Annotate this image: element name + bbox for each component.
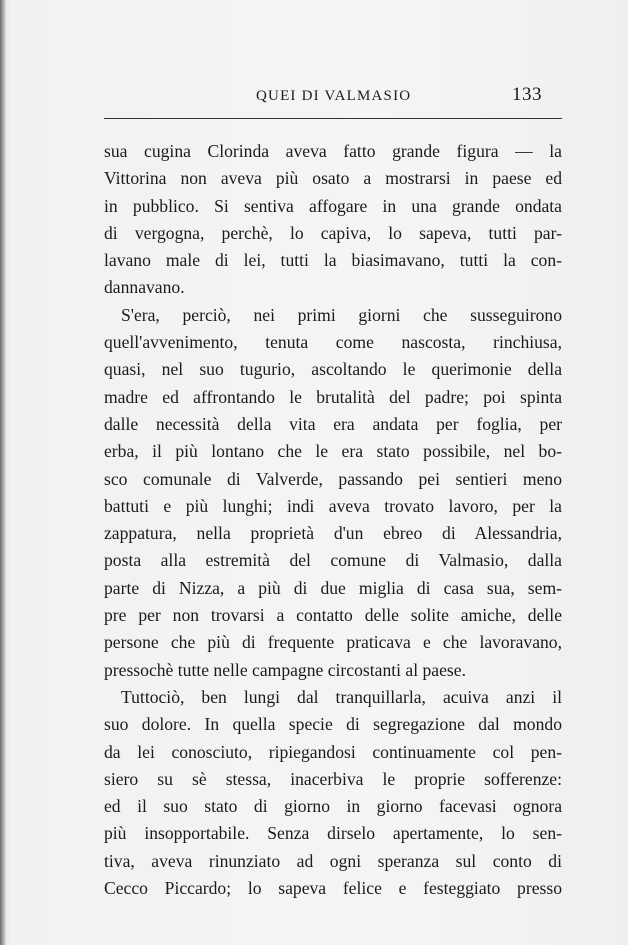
text-line: di vergogna, perchè, lo capiva, lo sapeva, tutti par-	[104, 222, 562, 243]
text-line: pre per non trovarsi a contatto delle solite amiche, delle	[104, 605, 562, 626]
page-number: 133	[512, 84, 542, 105]
text-line: Tuttociò, ben lungi dal tranquillarla, acuiva anzi il	[121, 686, 562, 707]
text-line: persone che più di frequente praticava e che lavoravano,	[104, 632, 562, 653]
text-line: siero su sè stessa, inacerbiva le proprie sofferenze:	[104, 768, 562, 789]
text-line: quell'avvenimento, tenuta come nascosta, rinchiusa,	[104, 332, 562, 353]
header-rule	[104, 118, 562, 119]
text-line: madre ed affrontando le brutalità del padre; poi spinta	[104, 386, 562, 407]
running-head	[104, 84, 564, 108]
binding-edge	[0, 0, 6, 945]
text-line: in pubblico. Si sentiva affogare in una grande ondata	[104, 195, 562, 216]
text-line: Cecco Piccardo; lo sapeva felice e festeggiato presso	[104, 878, 562, 899]
text-line: più insopportabile. Senza dirselo apertamente, lo sen-	[104, 823, 562, 844]
running-title: QUEI DI VALMASIO	[256, 88, 412, 104]
text-line: quasi, nel suo tugurio, ascoltando le querimonie della	[104, 359, 562, 380]
text-line: erba, il più lontano che le era stato possibile, nel bo-	[104, 441, 562, 462]
text-line: S'era, perciò, nei primi giorni che susseguirono	[121, 304, 562, 325]
text-line: Vittorina non aveva più osato a mostrarsi in paese ed	[104, 168, 562, 189]
text-line: tiva, aveva rinunziato ad ogni speranza sul conto di	[104, 850, 562, 871]
text-line: suo dolore. In quella specie di segregazione dal mondo	[104, 714, 562, 735]
text-line: zappatura, nella proprietà d'un ebreo di Alessandria,	[104, 523, 562, 544]
text-line: battuti e più lunghi; indi aveva trovato lavoro, per la	[104, 495, 562, 516]
body-text	[104, 138, 562, 902]
text-line: sco comunale di Valverde, passando pei sentieri meno	[104, 468, 562, 489]
text-line: pressochè tutte nelle campagne circostanti al paese.	[104, 659, 466, 680]
text-line: da lei conosciuto, ripiegandosi continuamente col pen-	[104, 741, 562, 762]
text-line: ed il suo stato di giorno in giorno facevasi ognora	[104, 796, 562, 817]
text-line: lavano male di lei, tutti la biasimavano, tutti la con-	[104, 250, 562, 271]
text-line: dalle necessità della vita era andata per foglia, per	[104, 413, 562, 434]
text-line: parte di Nizza, a più di due miglia di casa sua, sem-	[104, 577, 562, 598]
text-line: sua cugina Clorinda aveva fatto grande figura — la	[104, 141, 562, 161]
text-line: posta alla estremità del comune di Valmasio, dalla	[104, 550, 562, 571]
text-line: dannavano.	[104, 277, 185, 298]
